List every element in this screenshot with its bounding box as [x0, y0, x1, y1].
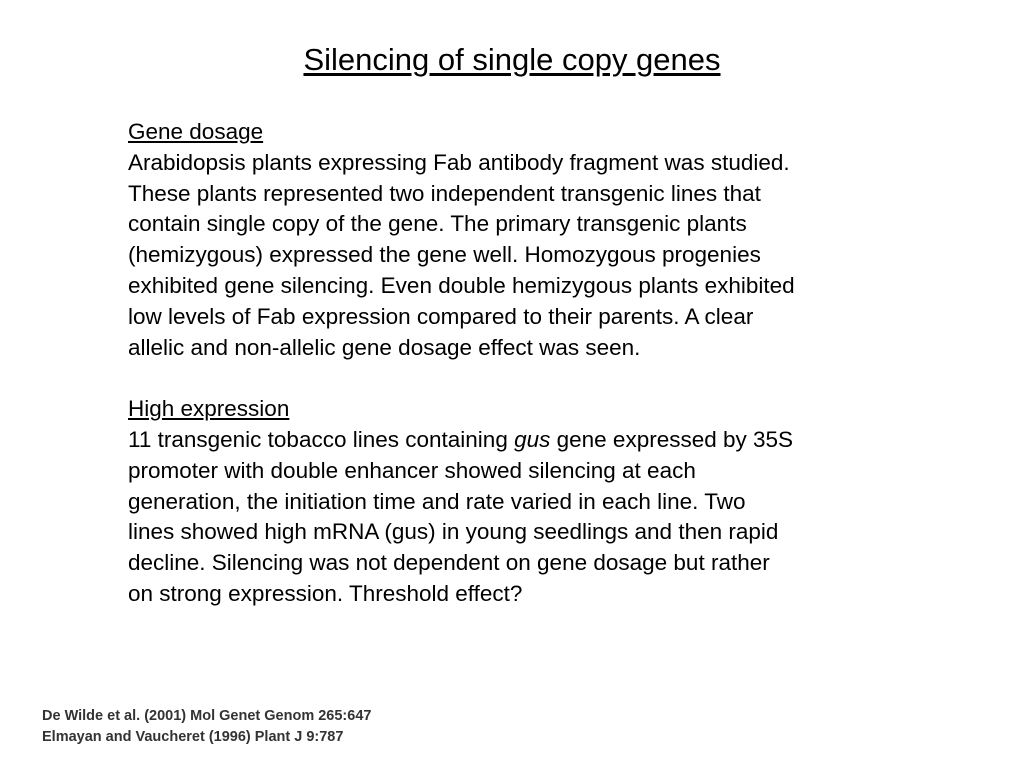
body-text: gene expressed by 35S — [550, 426, 794, 452]
section-heading-high-expression: High expression — [128, 396, 290, 422]
body-line-with-italic — [128, 425, 918, 456]
body-line: generation, the initiation time and rate varied in each line. Two — [128, 488, 746, 514]
reference-item: De Wilde et al. (2001) Mol Genet Genom 265:647 — [42, 708, 372, 724]
slide-body — [128, 117, 918, 610]
references — [42, 706, 371, 748]
section-body-high-expression — [128, 425, 918, 610]
section-body-gene-dosage — [128, 148, 918, 364]
body-line: decline. Silencing was not dependent on gene dosage but rather — [128, 550, 770, 576]
body-line: on strong expression. Threshold effect? — [128, 580, 523, 606]
body-line: low levels of Fab expression compared to their parents. A clear — [128, 303, 754, 329]
italic-gene-name: gus — [514, 426, 551, 452]
body-line: contain single copy of the gene. The primary transgenic plants — [128, 211, 747, 237]
reference-item: Elmayan and Vaucheret (1996) Plant J 9:787 — [42, 729, 344, 745]
body-line: (hemizygous) expressed the gene well. Homozygous progenies — [128, 242, 761, 268]
body-line: exhibited gene silencing. Even double hemizygous plants exhibited — [128, 272, 795, 298]
body-text: 11 transgenic tobacco lines containing — [128, 426, 515, 452]
body-line: lines showed high mRNA (gus) in young seedlings and then rapid — [128, 519, 779, 545]
section-heading-gene-dosage: Gene dosage — [128, 119, 264, 144]
slide-title: Silencing of single copy genes — [303, 42, 721, 77]
body-line: allelic and non-allelic gene dosage effect was seen. — [128, 334, 641, 360]
body-line: These plants represented two independent transgenic lines that — [128, 180, 761, 206]
body-line: promoter with double enhancer showed silencing at each — [128, 457, 696, 483]
body-line: Arabidopsis plants expressing Fab antibody fragment was studied. — [128, 149, 790, 175]
section-spacer — [128, 363, 918, 394]
